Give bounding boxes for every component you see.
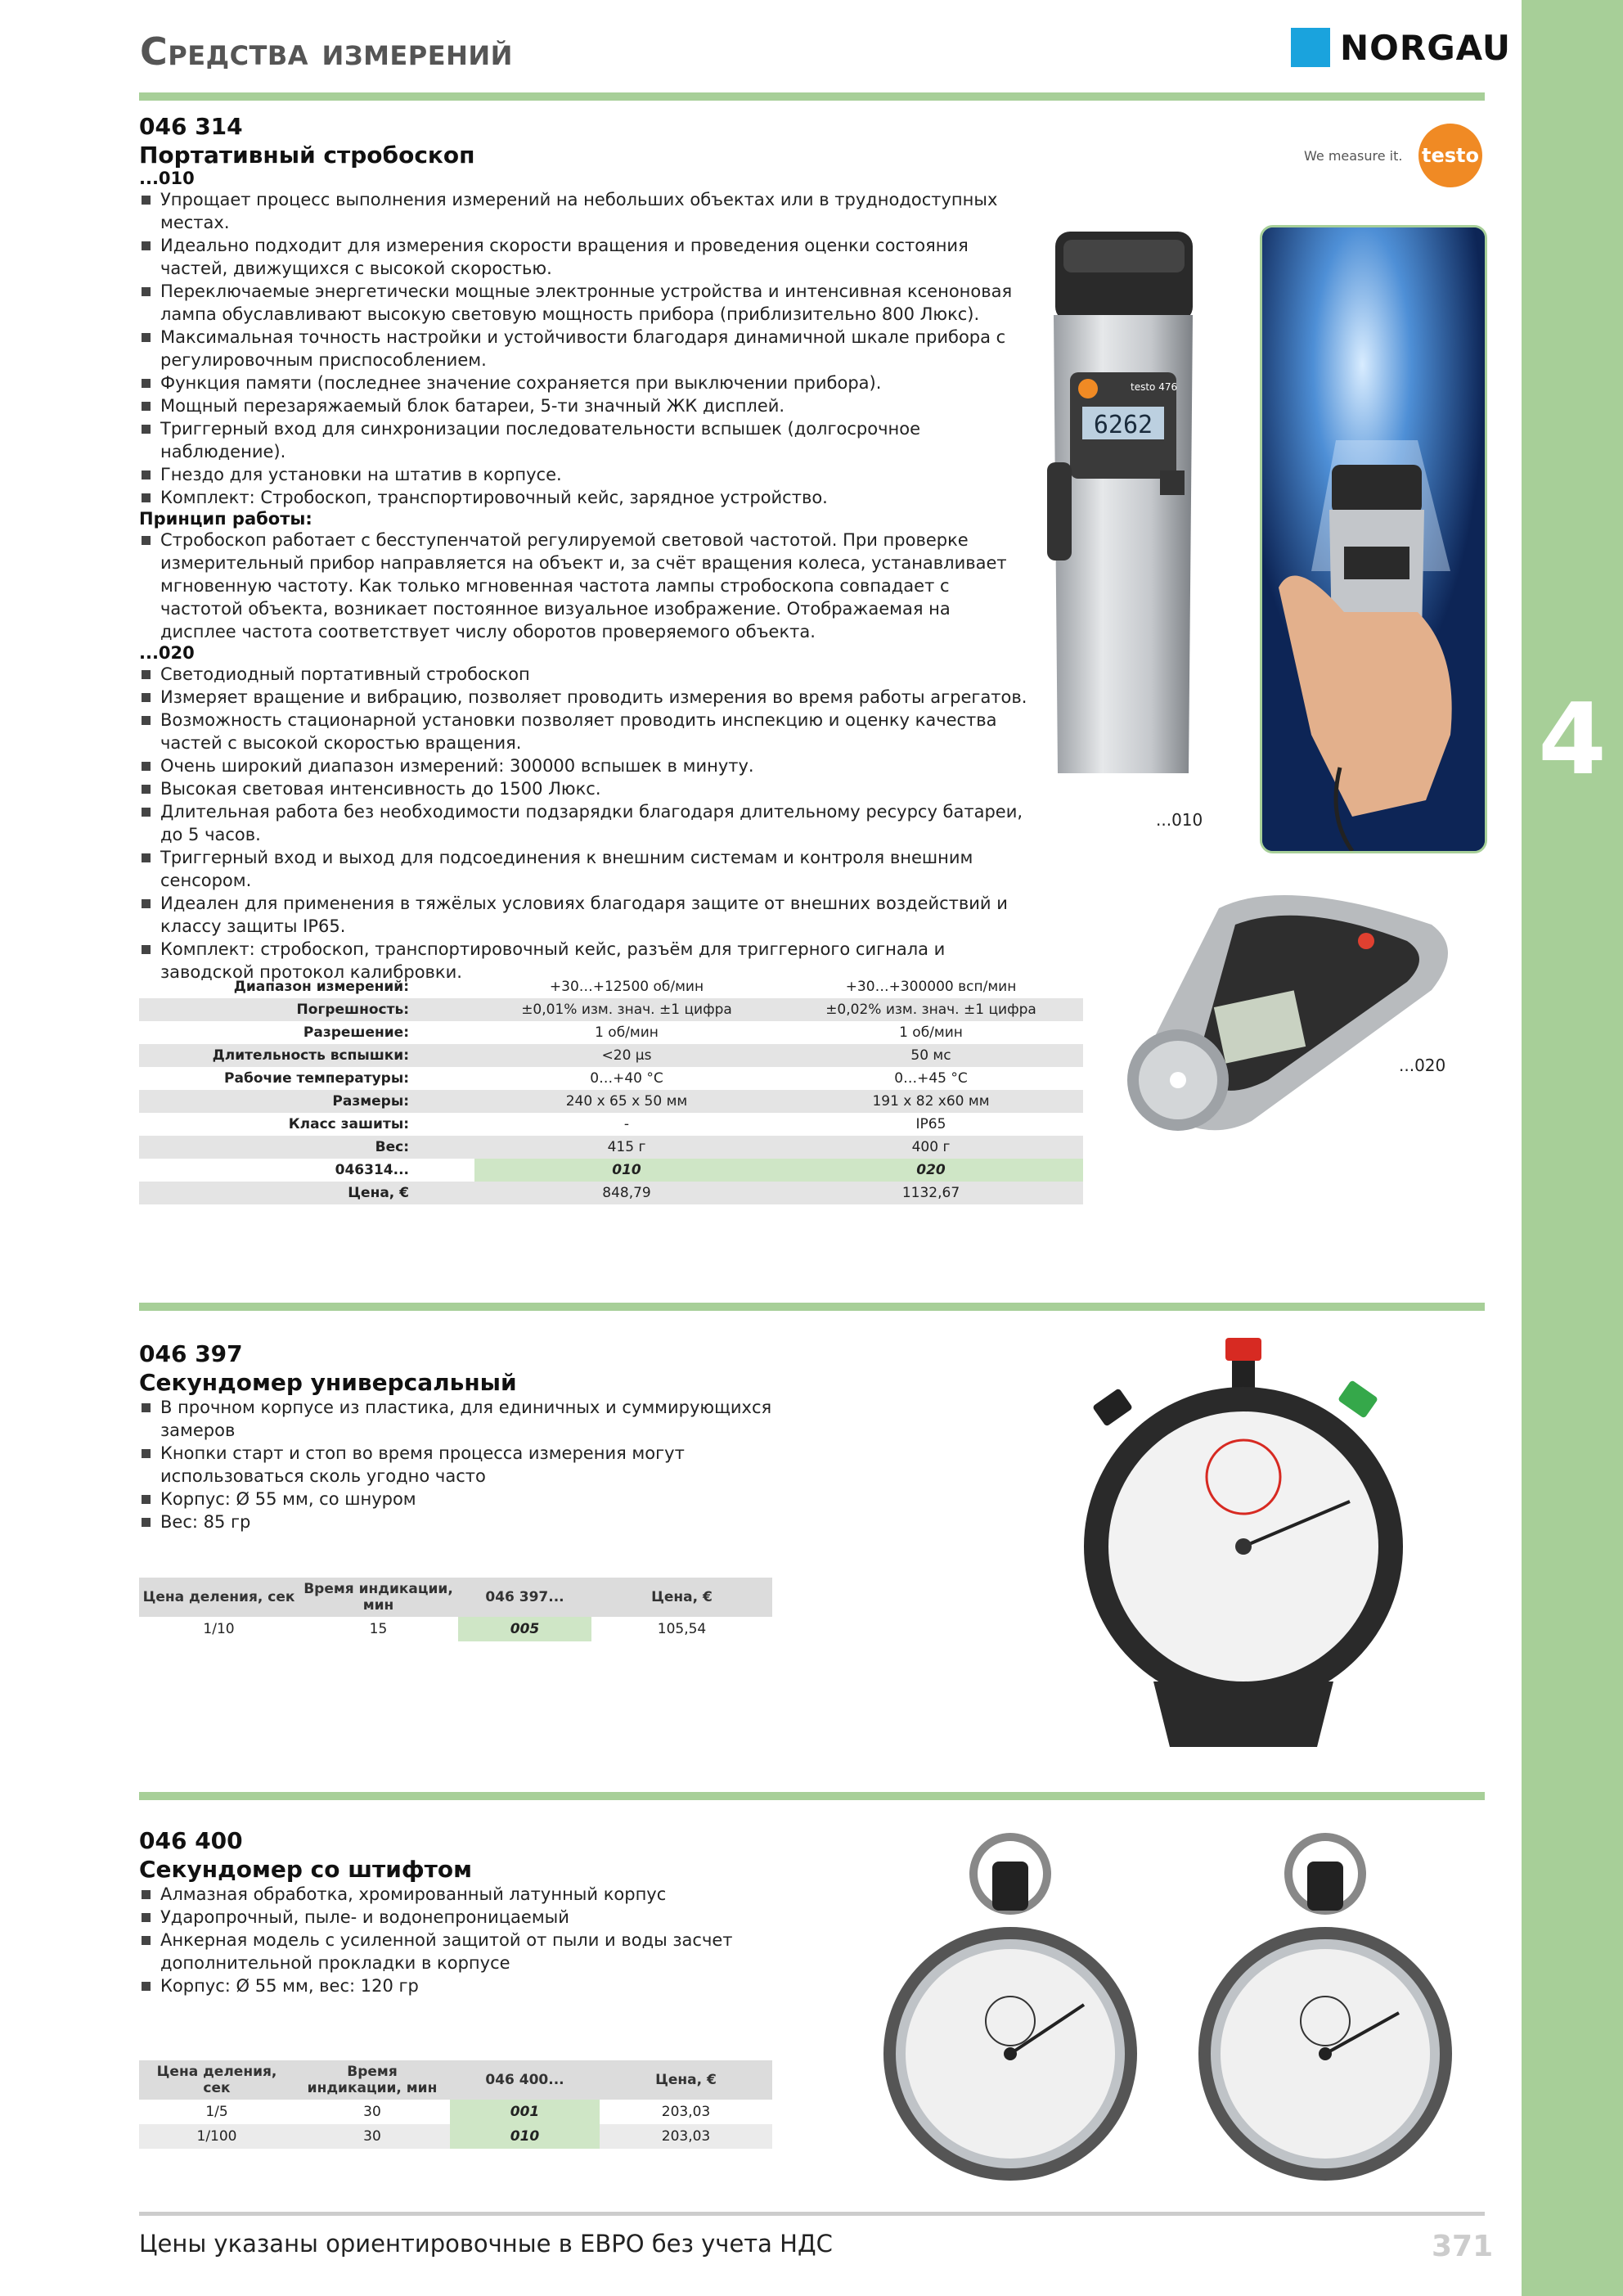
stroboscope-020-image xyxy=(1121,876,1464,1154)
spec-value: - xyxy=(623,1116,630,1132)
table-cell: 1/5 xyxy=(205,2104,228,2120)
column-header: Цена деления, сек xyxy=(139,2060,294,2100)
product-046314 xyxy=(139,113,1031,984)
image-caption: ...020 xyxy=(1399,1056,1446,1075)
table-cell: 203,03 xyxy=(600,2124,772,2149)
spec-table xyxy=(139,975,1083,1204)
table-cell: 105,54 xyxy=(657,1621,707,1637)
testo-logo: testo xyxy=(1418,124,1482,187)
spec-value: <20 µs xyxy=(474,1044,779,1067)
table-cell: 010 xyxy=(450,2124,600,2149)
feature-item: Комплект: стробоскоп, транспортировочный кейс, разъём для триггерного сигнала и заводской протокол калибровки. xyxy=(139,938,1031,984)
feature-item: Кнопки старт и стоп во время процесса измерения могут использоваться сколь угодно часто xyxy=(139,1442,794,1488)
spec-label: Погрешность: xyxy=(139,998,474,1021)
table-cell: 1/10 xyxy=(203,1621,235,1637)
principle-title: Принцип работы: xyxy=(139,509,312,529)
table-cell: 1/100 xyxy=(139,2124,294,2149)
feature-item: Очень широкий диапазон измерений: 300000 вспышек в минуту. xyxy=(139,754,1031,777)
feature-item: Комплект: Стробоскоп, транспортировочный кейс, зарядное устройство. xyxy=(139,486,1031,509)
device-brand: testo 476 xyxy=(1131,381,1178,393)
column-header: Цена, € xyxy=(600,2060,772,2100)
spec-value: 415 г xyxy=(474,1136,779,1159)
spec-value: 020 xyxy=(779,1159,1083,1182)
feature-item: Ударопрочный, пыле- и водонепроницаемый xyxy=(139,1906,794,1929)
spec-value: 848,79 xyxy=(474,1182,779,1204)
column-header: 046 400... xyxy=(450,2060,600,2100)
feature-item: Мощный перезаряжаемый блок батареи, 5-ти значный ЖК дисплей. xyxy=(139,394,1031,417)
spec-row xyxy=(139,1182,1083,1204)
column-header: Время индикации, мин xyxy=(294,2060,450,2100)
spec-value: ±0,01% изм. знач. ±1 цифра xyxy=(474,998,779,1021)
principle-list xyxy=(139,529,1031,643)
header-rule xyxy=(139,92,1485,101)
table-cell: 203,03 xyxy=(661,2104,711,2120)
feature-item: Возможность стационарной установки позволяет проводить инспекцию и оценку качества частей с высокой скоростью вращения. xyxy=(139,709,1031,754)
spec-row xyxy=(139,1159,1083,1182)
page-title: Средства измерений xyxy=(140,29,513,74)
feature-item: Упрощает процесс выполнения измерений на небольших объектах или в труднодоступных местах. xyxy=(139,188,1031,234)
product-name: Секундомер со штифтом xyxy=(139,1856,472,1883)
chapter-number: 4 xyxy=(1538,683,1607,797)
product-code: 046 397 xyxy=(139,1340,243,1367)
product-046397 xyxy=(139,1340,794,1533)
table-cell: 30 xyxy=(363,2104,381,2120)
spec-value: 0…+45 °C xyxy=(894,1070,968,1087)
product-name: Секундомер универсальный xyxy=(139,1369,517,1396)
feature-list xyxy=(139,663,1031,984)
spec-row xyxy=(139,1021,1083,1044)
spec-label: Диапазон измерений: xyxy=(233,979,409,995)
stroboscope-in-hand-image xyxy=(1260,225,1487,853)
spec-row xyxy=(139,1136,1083,1159)
feature-item: Триггерный вход для синхронизации последовательности вспышек (долгосрочное наблюдение). xyxy=(139,417,1031,463)
spec-row xyxy=(139,1090,1083,1113)
spec-value: 240 x 65 x 50 мм xyxy=(474,1090,779,1113)
spec-row xyxy=(139,998,1083,1021)
feature-item: Функция памяти (последнее значение сохраняется при выключении прибора). xyxy=(139,371,1031,394)
spec-label: Размеры: xyxy=(139,1090,474,1113)
spec-label: 046314... xyxy=(335,1162,409,1178)
spec-value: ±0,02% изм. знач. ±1 цифра xyxy=(779,998,1083,1021)
feature-item: Максимальная точность настройки и устойчивости благодаря динамичной шкале прибора с регулировочным приспособлением. xyxy=(139,326,1031,371)
feature-item: Гнездо для установки на штатив в корпусе. xyxy=(139,463,1031,486)
norgau-logo-icon xyxy=(1291,28,1330,67)
page-number: 371 xyxy=(1432,2230,1494,2263)
feature-item: Измеряет вращение и вибрацию, позволяет проводить измерения во время работы агрегатов. xyxy=(139,686,1031,709)
spec-value: 400 г xyxy=(779,1136,1083,1159)
norgau-logo: NORGAU xyxy=(1340,28,1511,68)
feature-item: Корпус: Ø 55 мм, вес: 120 гр xyxy=(139,1974,794,1997)
table-row xyxy=(139,2100,772,2124)
spec-value: 191 x 82 x60 мм xyxy=(779,1090,1083,1113)
spec-label: Длительность вспышки: xyxy=(139,1044,474,1067)
stopwatch-image xyxy=(1080,1338,1407,1747)
feature-item: Идеально подходит для измерения скорости вращения и проведения оценки состояния частей, движущихся с высокой скоростью. xyxy=(139,234,1031,280)
spec-label: Рабочие температуры: xyxy=(224,1070,409,1087)
feature-item: Вес: 85 гр xyxy=(139,1510,794,1533)
column-header: Цена, € xyxy=(591,1578,772,1617)
spec-label: Класс зашиты: xyxy=(288,1116,409,1132)
feature-item: Алмазная обработка, хромированный латунный корпус xyxy=(139,1883,794,1906)
image-caption: ...010 xyxy=(1156,810,1203,830)
spec-value: 1 об/мин xyxy=(595,1024,659,1041)
feature-item: Высокая световая интенсивность до 1500 Люкс. xyxy=(139,777,1031,800)
section-rule xyxy=(139,1303,1485,1311)
spec-label: Цена, € xyxy=(139,1182,474,1204)
variant-label: ...010 xyxy=(139,169,195,188)
price-table xyxy=(139,1578,772,1641)
column-header: 046 397... xyxy=(458,1578,591,1617)
table-row xyxy=(139,1617,772,1641)
spec-label: Разрешение: xyxy=(303,1024,409,1041)
feature-item: Длительная работа без необходимости подзарядки благодаря длительному ресурсу батареи, до 5 часов. xyxy=(139,800,1031,846)
table-row xyxy=(139,2124,772,2149)
feature-list xyxy=(139,188,1031,509)
table-cell: 005 xyxy=(458,1617,591,1641)
spec-value: +30…+300000 всп/мин xyxy=(845,979,1017,995)
feature-item: Переключаемые энергетически мощные электронные устройства и интенсивная ксеноновая лампа обуславливают высокую световую мощность прибора (приблизительно 800 Люкс). xyxy=(139,280,1031,326)
spec-row xyxy=(139,1044,1083,1067)
spec-value: 0…+40 °C xyxy=(590,1070,663,1087)
variant-label: ...020 xyxy=(139,643,195,663)
device-display: 6262 xyxy=(1093,411,1153,439)
feature-list xyxy=(139,1396,794,1533)
spec-row xyxy=(139,1067,1083,1090)
column-header: Время индикации, мин xyxy=(299,1578,458,1617)
spec-label: Вес: xyxy=(139,1136,474,1159)
pocket-stopwatch-60-image xyxy=(879,1829,1141,2189)
spec-row xyxy=(139,1113,1083,1136)
pocket-stopwatch-100-image xyxy=(1194,1829,1456,2189)
feature-list xyxy=(139,1883,794,1997)
feature-item: Светодиодный портативный стробоскоп xyxy=(139,663,1031,686)
feature-item: Корпус: Ø 55 мм, со шнуром xyxy=(139,1488,794,1510)
section-rule xyxy=(139,1792,1485,1800)
spec-value: IP65 xyxy=(915,1116,946,1132)
product-name: Портативный стробоскоп xyxy=(139,142,475,169)
feature-item: Стробоскоп работает с бесступенчатой регулируемой световой частотой. При проверке измерительный прибор направляется на объект и, за счёт вращения колеса, устанавливает мгновенную частоту. Как только мгновенная частота лампы стробоскопа совпадает с частотой объекта, возникает постоянное визуальное изображение. Отображаемая на дисплее частота соответствует числу оборотов проверяемого объекта. xyxy=(139,529,1031,643)
stroboscope-010-image xyxy=(1045,225,1201,781)
feature-item: Анкерная модель с усиленной защитой от пыли и воды засчет дополнительной прокладки в корпусе xyxy=(139,1929,794,1974)
feature-item: Идеален для применения в тяжёлых условиях благодаря защите от внешних воздействий и классу защиты IP65. xyxy=(139,892,1031,938)
spec-value: 010 xyxy=(474,1159,779,1182)
column-header: Цена деления, сек xyxy=(139,1578,299,1617)
footer-rule xyxy=(139,2212,1485,2216)
spec-row xyxy=(139,975,1083,998)
table-cell: 15 xyxy=(369,1621,388,1637)
spec-value: 1132,67 xyxy=(779,1182,1083,1204)
footer-note: Цены указаны ориентировочные в ЕВРО без учета НДС xyxy=(139,2230,833,2258)
feature-item: В прочном корпусе из пластика, для единичных и суммирующихся замеров xyxy=(139,1396,794,1442)
product-046400 xyxy=(139,1827,794,1997)
price-table xyxy=(139,2060,772,2149)
spec-value: +30…+12500 об/мин xyxy=(549,979,704,995)
spec-value: 1 об/мин xyxy=(899,1024,963,1041)
table-cell: 30 xyxy=(294,2124,450,2149)
testo-tagline: We measure it. xyxy=(1304,148,1403,164)
spec-value: 50 мс xyxy=(779,1044,1083,1067)
product-code: 046 400 xyxy=(139,1827,243,1854)
chapter-sidebar xyxy=(1522,0,1623,2296)
feature-item: Триггерный вход и выход для подсоединения к внешним системам и контроля внешним сенсором. xyxy=(139,846,1031,892)
table-cell: 001 xyxy=(450,2100,600,2124)
product-code: 046 314 xyxy=(139,113,243,140)
